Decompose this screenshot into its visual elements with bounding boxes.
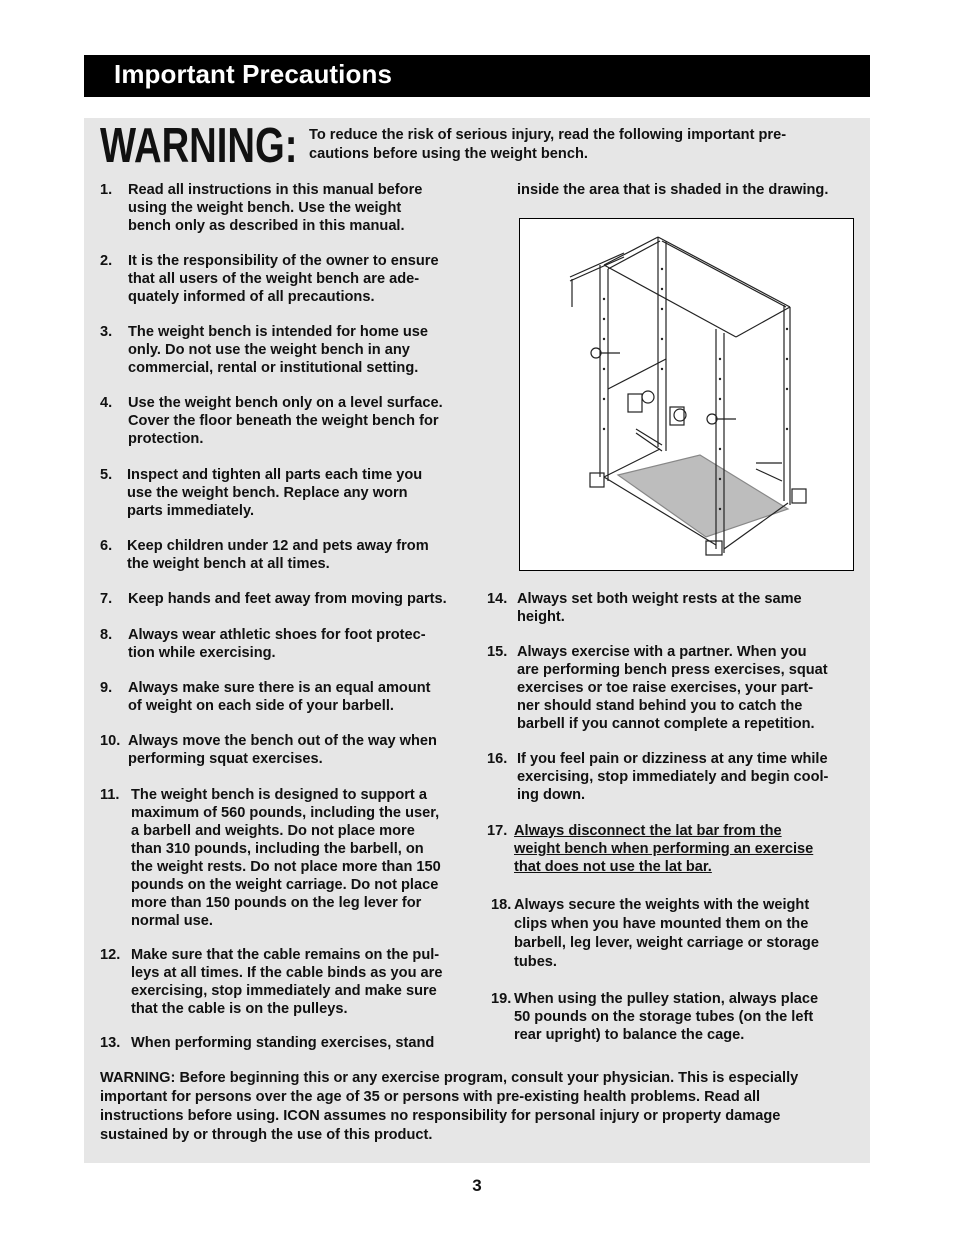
page-number: 3: [472, 1176, 482, 1195]
item-line: only. Do not use the weight bench in any: [128, 342, 410, 358]
item-number: 3.: [100, 324, 113, 340]
item-line: of weight on each side of your barbell.: [128, 698, 394, 714]
item-line: normal use.: [131, 913, 213, 929]
precaution-item-11: [100, 786, 480, 930]
footer-warning-line: WARNING: Before beginning this or any exercise program, consult your physician. This is especially: [100, 1070, 799, 1086]
item-number: 10.: [100, 733, 121, 749]
footer-warning-line: instructions before using. ICON assumes no responsibility for personal injury or property damage: [100, 1108, 781, 1124]
item-line: protection.: [128, 431, 204, 447]
precaution-item-12: [100, 946, 480, 1018]
item-number: 16.: [487, 751, 508, 767]
item-number: 18.: [491, 897, 512, 913]
item-line: weight bench when performing an exercise: [514, 841, 814, 857]
warning-intro-line: To reduce the risk of serious injury, read the following important pre-: [309, 127, 787, 143]
item-line: tubes.: [514, 954, 557, 970]
item-line: Always secure the weights with the weight: [514, 897, 810, 913]
shaded-standing-area: [618, 455, 788, 537]
item-line: the weight bench at all times.: [127, 556, 330, 572]
item-number: 8.: [100, 627, 113, 643]
item-line: inside the area that is shaded in the drawing.: [517, 182, 829, 198]
page-title: Important Precautions: [114, 59, 393, 89]
item-line: use the weight bench. Replace any worn: [127, 485, 408, 501]
item-line: Always wear athletic shoes for foot protec-: [128, 627, 426, 643]
item-number: 14.: [487, 591, 508, 607]
item-line: Make sure that the cable remains on the pul-: [131, 947, 440, 963]
item-number: 13.: [100, 1035, 121, 1051]
item-line: tion while exercising.: [128, 645, 276, 661]
item-line: Always set both weight rests at the same: [517, 591, 802, 607]
item-line: parts immediately.: [127, 503, 255, 519]
item-line: exercising, stop immediately and make sure: [131, 983, 437, 999]
footer-warning: [100, 1069, 860, 1145]
item-line: 50 pounds on the storage tubes (on the left: [514, 1009, 814, 1025]
precaution-item-8: [100, 626, 480, 662]
item-number: 9.: [100, 680, 113, 696]
item-line: using the weight bench. Use the weight: [128, 200, 402, 216]
precaution-item-15: [487, 643, 857, 733]
precaution-item-6: [100, 537, 480, 573]
precaution-item-17: [487, 822, 857, 876]
item-number: 7.: [100, 591, 113, 607]
warning-label: WARNING:: [100, 119, 298, 173]
precaution-item-9: [100, 679, 480, 715]
footer-warning-line: sustained by or through the use of this product.: [100, 1127, 433, 1143]
item-line: that all users of the weight bench are ade-: [128, 271, 420, 287]
item-line: barbell, leg lever, weight carriage or storage: [514, 935, 819, 951]
item-line: Cover the floor beneath the weight bench for: [128, 413, 439, 429]
item-number: 1.: [100, 182, 113, 198]
item-number: 2.: [100, 253, 113, 269]
item-line: Keep hands and feet away from moving parts.: [128, 591, 447, 607]
item-line: clips when you have mounted them on the: [514, 916, 809, 932]
item-line: When using the pulley station, always place: [514, 991, 819, 1007]
item-line: that does not use the lat bar.: [514, 859, 712, 875]
precaution-item-4: [100, 394, 480, 448]
item-number: 4.: [100, 395, 113, 411]
item-line: maximum of 560 pounds, including the user,: [131, 805, 440, 821]
item-line: Keep children under 12 and pets away from: [127, 538, 429, 554]
item-line: a barbell and weights. Do not place more: [131, 823, 415, 839]
item-line: leys at all times. If the cable binds as you are: [131, 965, 443, 981]
item-line: barbell if you cannot complete a repetition.: [517, 716, 815, 732]
footer-warning-line: important for persons over the age of 35 or persons with pre-existing health problems. Read all: [100, 1089, 761, 1105]
item-line: pounds on the weight carriage. Do not place: [131, 877, 439, 893]
precaution-item-3: [100, 323, 480, 377]
item-line: more than 150 pounds on the leg lever for: [131, 895, 422, 911]
item-number: 12.: [100, 947, 121, 963]
item-line: ner should stand behind you to catch the: [517, 698, 803, 714]
item-line: commercial, rental or institutional setting.: [128, 360, 419, 376]
item-line: are performing bench press exercises, squat: [517, 662, 828, 678]
section-header: [84, 55, 870, 97]
item-line: When performing standing exercises, stand: [131, 1035, 435, 1051]
warning-intro-line: cautions before using the weight bench.: [309, 146, 588, 162]
precaution-item-16: [487, 750, 857, 804]
item-line: Inspect and tighten all parts each time you: [127, 467, 423, 483]
precaution-item-18: [491, 896, 861, 972]
item-number: 19.: [491, 991, 512, 1007]
item-number: 17.: [487, 823, 508, 839]
item-number: 5.: [100, 467, 113, 483]
precaution-item-7: [100, 590, 480, 608]
item-line: exercising, stop immediately and begin cool-: [517, 769, 829, 785]
item-line: If you feel pain or dizziness at any time while: [517, 751, 828, 767]
item-line: ing down.: [517, 787, 586, 803]
warning-intro: [309, 126, 834, 164]
item-line: rear upright) to balance the cage.: [514, 1027, 745, 1043]
precaution-item-19: [491, 990, 861, 1044]
item-number: 6.: [100, 538, 113, 554]
precaution-item-14: [487, 590, 857, 626]
item-line: Read all instructions in this manual before: [128, 182, 423, 198]
weight-cage-drawing: [520, 219, 852, 569]
item-line: The weight bench is designed to support a: [131, 787, 427, 803]
item-line: the weight rests. Do not place more than 150: [131, 859, 441, 875]
item-line: The weight bench is intended for home use: [128, 324, 429, 340]
weight-cage-illustration: [519, 218, 854, 571]
precaution-item-5: [100, 466, 480, 520]
item-number: 15.: [487, 644, 508, 660]
item-number: 11.: [100, 787, 120, 803]
precaution-item-13-continued: [517, 181, 862, 199]
item-line: quately informed of all precautions.: [128, 289, 375, 305]
item-line: performing squat exercises.: [128, 751, 323, 767]
precaution-item-1: [100, 181, 480, 235]
item-line: height.: [517, 609, 565, 625]
item-line: Use the weight bench only on a level surface.: [128, 395, 443, 411]
precaution-item-2: [100, 252, 480, 306]
item-line: exercises or toe raise exercises, your part-: [517, 680, 814, 696]
item-line: bench only as described in this manual.: [128, 218, 405, 234]
item-line: Always exercise with a partner. When you: [517, 644, 807, 660]
item-line: It is the responsibility of the owner to ensure: [128, 253, 439, 269]
item-line: than 310 pounds, including the barbell, on: [131, 841, 424, 857]
item-line: Always move the bench out of the way when: [128, 733, 437, 749]
item-line: Always disconnect the lat bar from the: [514, 823, 782, 839]
item-line: Always make sure there is an equal amount: [128, 680, 431, 696]
precaution-item-13: [100, 1034, 480, 1052]
item-line: that the cable is on the pulleys.: [131, 1001, 348, 1017]
precaution-item-10: [100, 732, 480, 768]
